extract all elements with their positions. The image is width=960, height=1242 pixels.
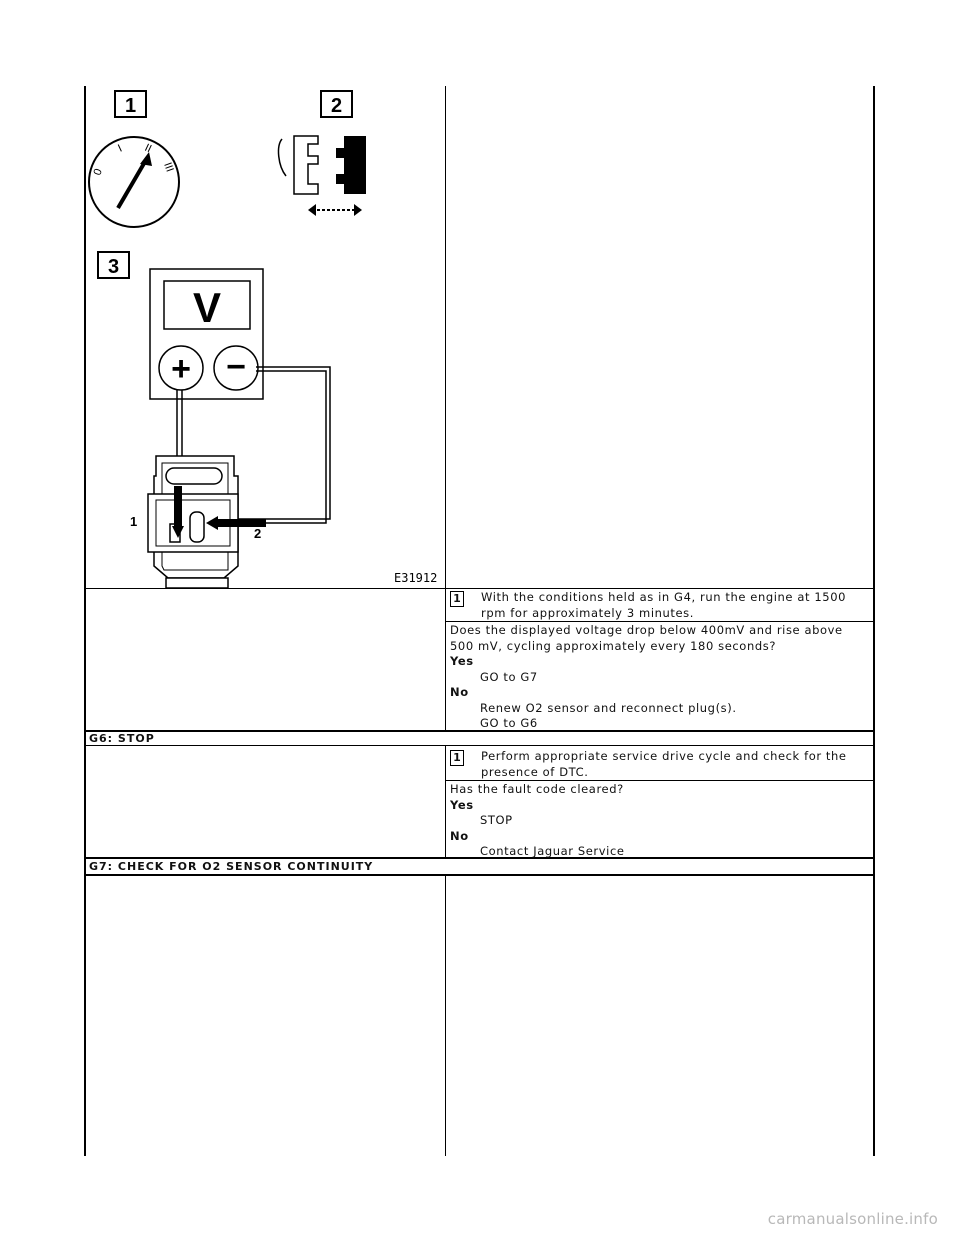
callout-box-3 <box>98 252 129 278</box>
ignition-switch-icon <box>89 137 179 227</box>
switch-position-0: 0 <box>91 167 105 178</box>
switch-position-3: III <box>161 160 176 174</box>
pin-label-1: 1 <box>130 514 138 529</box>
step-number-box: 1 <box>450 591 464 607</box>
question-text: Has the fault code cleared? <box>450 782 624 796</box>
no-action: Contact Jaguar Service <box>480 844 625 858</box>
callout-box-1 <box>115 91 146 117</box>
callout-1-label: 1 <box>124 95 137 117</box>
no-label: No <box>450 828 469 843</box>
question-text: Does the displayed voltage drop below 400mV and rise above 500 mV, cycling approximately every 180 seconds? <box>450 623 843 653</box>
row-divider <box>446 621 874 622</box>
decision-question <box>450 623 870 732</box>
step-instruction-text: Perform appropriate service drive cycle and check for the presence of DTC. <box>481 749 847 779</box>
step-instruction-text: With the conditions held as in G4, run the engine at 1500 rpm for approximately 3 minutes. <box>481 590 847 620</box>
column-divider-mid <box>445 746 446 858</box>
row-divider <box>446 780 874 781</box>
voltmeter-icon <box>150 269 263 399</box>
row-divider <box>85 588 874 589</box>
switch-position-1: I <box>116 142 125 155</box>
section-heading-g6: G6: STOP <box>89 732 155 745</box>
yes-label: Yes <box>450 654 474 668</box>
voltmeter-symbol: V <box>192 284 222 331</box>
no-label: No <box>450 685 469 699</box>
step-number-box: 1 <box>450 750 464 766</box>
step-instruction <box>481 590 866 621</box>
row-divider <box>85 874 874 876</box>
test-setup-illustration <box>86 86 445 588</box>
section-heading-g7: G7: CHECK FOR O2 SENSOR CONTINUITY <box>89 860 374 873</box>
callout-box-2 <box>321 91 352 117</box>
voltmeter-plus: + <box>171 350 191 388</box>
callout-3-label: 3 <box>107 256 120 278</box>
column-divider-top <box>445 86 446 731</box>
callout-2-label: 2 <box>330 95 343 117</box>
column-divider-bottom <box>445 876 446 1156</box>
no-action-goto[interactable]: GO to G6 <box>480 716 538 730</box>
sensor-connector-icon <box>130 456 266 588</box>
pin-label-2: 2 <box>254 526 262 541</box>
row-divider <box>85 745 874 746</box>
connector-disconnect-icon <box>279 136 366 216</box>
no-action-renew: Renew O2 sensor and reconnect plug(s). <box>480 700 737 715</box>
decision-question <box>450 782 870 860</box>
figure-id: E31912 <box>394 571 438 585</box>
step-instruction <box>481 749 866 780</box>
switch-position-2: II <box>142 141 154 156</box>
watermark[interactable]: carmanualsonline.info <box>767 1210 938 1228</box>
yes-action[interactable]: GO to G7 <box>480 669 538 684</box>
yes-label: Yes <box>450 797 474 812</box>
yes-action: STOP <box>480 813 513 827</box>
voltmeter-minus: − <box>226 348 246 386</box>
